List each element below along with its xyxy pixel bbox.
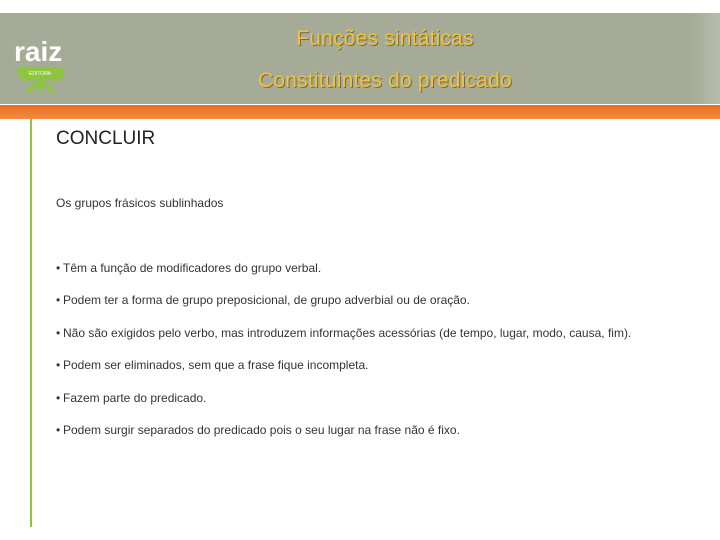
bullet-text: Não são exigidos pelo verbo, mas introduzem informações acessórias (de tempo, lugar, modo, causa, fim). [63, 325, 632, 340]
roots-icon [24, 77, 58, 91]
list-item [56, 293, 631, 325]
intro-text: Os grupos frásicos sublinhados [56, 196, 224, 210]
bullet-marker: • [56, 293, 61, 308]
bullet-text: Podem surgir separados do predicado pois o seu lugar na frase não é fixo. [63, 422, 460, 437]
orange-divider [0, 105, 720, 119]
bullet-marker: • [56, 422, 61, 437]
list-item [56, 391, 631, 423]
slide-subtitle: Constituintes do predicado [258, 69, 512, 92]
raiz-logo [14, 33, 70, 105]
list-item [56, 423, 631, 455]
bullet-text: Fazem parte do predicado. [63, 390, 207, 405]
logo-subtext: EDITORA [29, 71, 52, 77]
bullet-marker: • [56, 325, 61, 340]
bullet-text: Podem ser eliminados, sem que a frase fique incompleta. [63, 358, 369, 373]
slide-title: Funções sintáticas [296, 27, 474, 50]
bullet-list [56, 261, 631, 455]
bullet-text: Podem ter a forma de grupo preposicional, de grupo adverbial ou de oração. [63, 293, 470, 308]
bullet-marker: • [56, 390, 61, 405]
green-vertical-rule [30, 119, 32, 527]
list-item [56, 358, 631, 390]
bullet-marker: • [56, 261, 61, 275]
list-item [56, 261, 631, 293]
bullet-marker: • [56, 358, 61, 373]
header-bar [0, 13, 720, 104]
logo-text: raiz [14, 36, 63, 67]
bullet-text: Têm a função de modificadores do grupo verbal. [63, 261, 322, 275]
list-item [56, 326, 631, 358]
section-heading: CONCLUIR [56, 128, 156, 149]
header-shade [692, 13, 720, 104]
